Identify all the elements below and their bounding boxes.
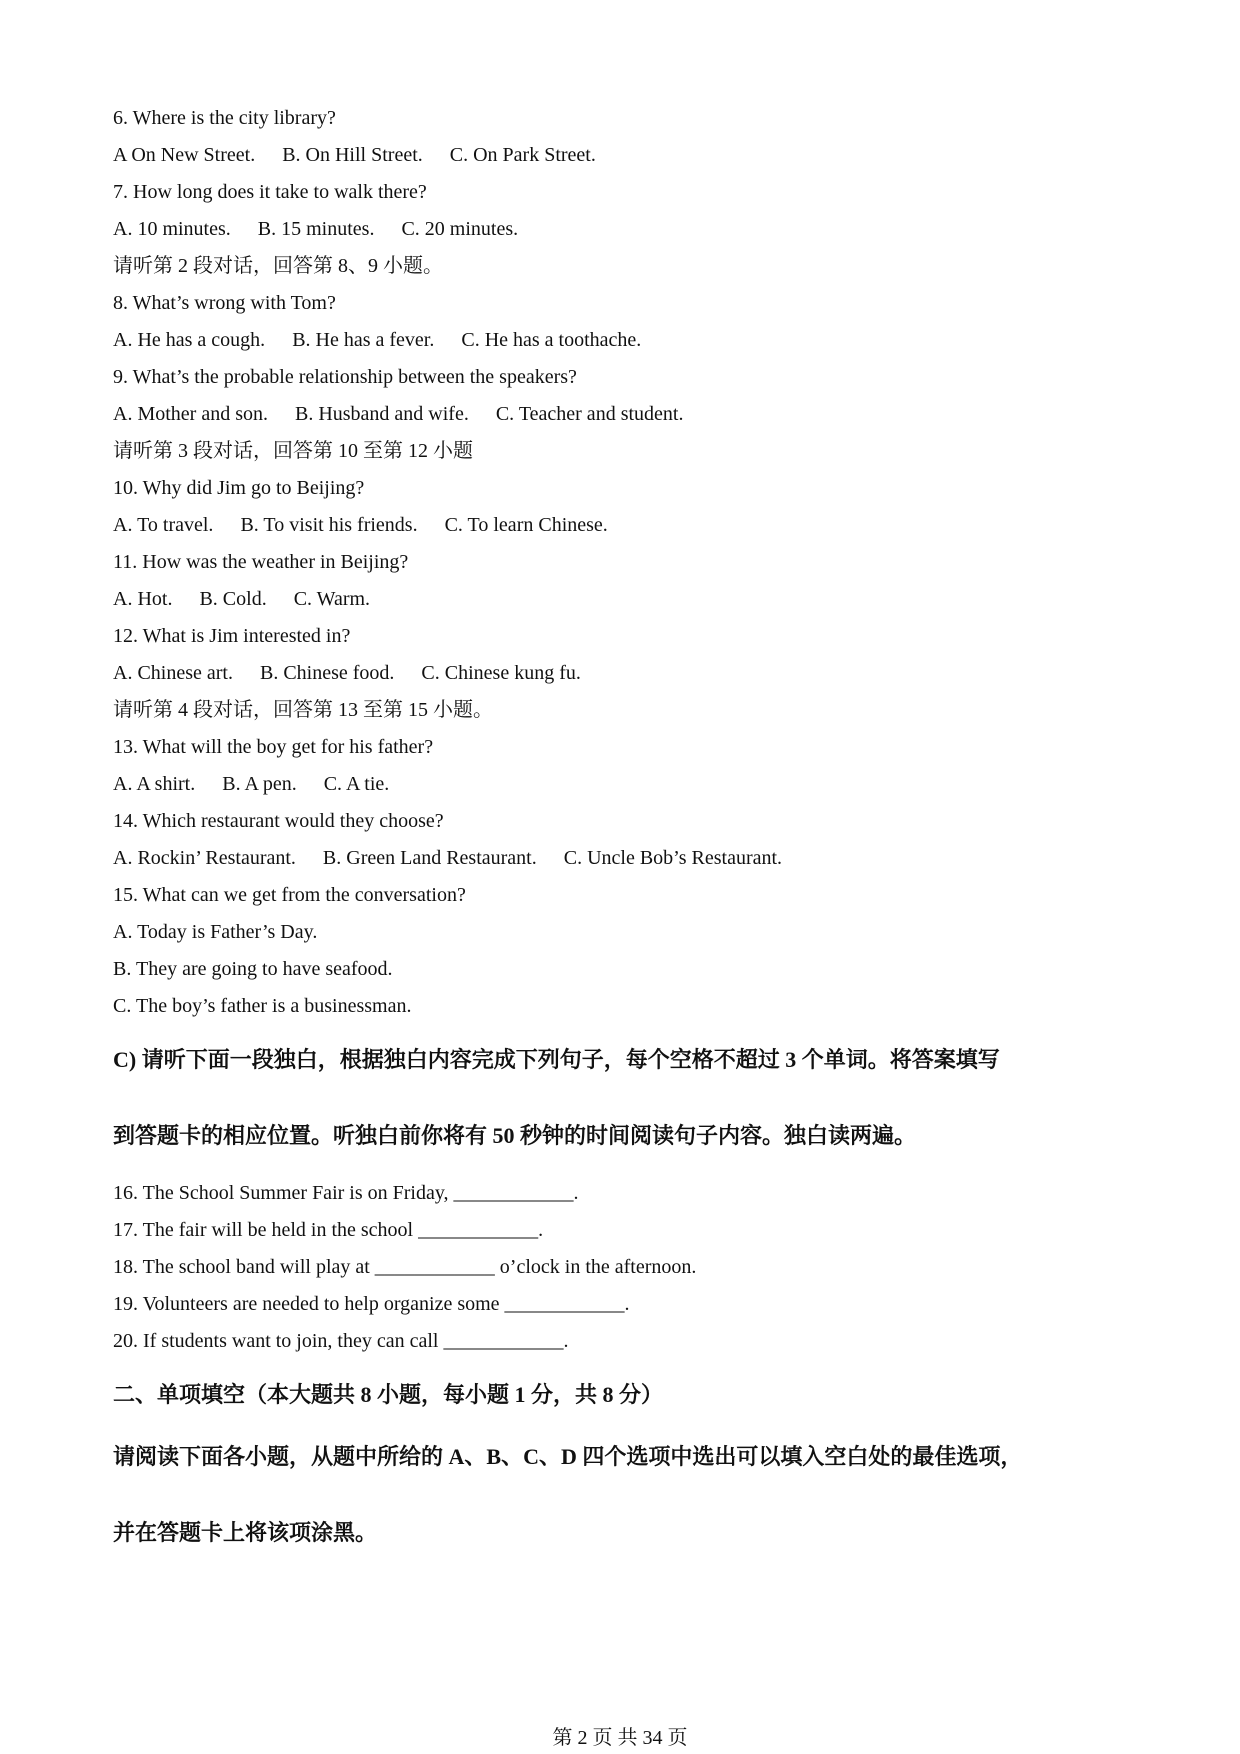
question-9-options: [113, 396, 1143, 433]
option-c: C. To learn Chinese.: [444, 514, 608, 536]
question-13-stem: 13. What will the boy get for his father?: [113, 736, 434, 758]
question-9-stem: 9. What’s the probable relationship between the speakers?: [113, 366, 577, 388]
question-15-option-a: A. Today is Father’s Day.: [113, 921, 318, 943]
question-12-stem: 12. What is Jim interested in?: [113, 625, 351, 647]
option-a: A On New Street.: [113, 144, 256, 166]
option-c: C. 20 minutes.: [401, 218, 519, 240]
option-a: A. Chinese art.: [113, 662, 233, 684]
question-8-options: [113, 322, 1143, 359]
option-c: C. A tie.: [323, 773, 390, 795]
option-b: B. Husband and wife.: [294, 403, 469, 425]
option-a: A. Mother and son.: [113, 403, 268, 425]
question-6-stem: 6. Where is the city library?: [113, 107, 336, 129]
question-10-stem: 10. Why did Jim go to Beijing?: [113, 477, 365, 499]
option-b: B. Cold.: [199, 588, 267, 610]
dialogue-4-instruction: 请听第 4 段对话，回答第 13 至第 15 小题。: [113, 699, 493, 721]
option-c: C. Uncle Bob’s Restaurant.: [563, 847, 783, 869]
option-a: A. A shirt.: [113, 773, 196, 795]
question-16: 16. The School Summer Fair is on Friday, ____________.: [113, 1182, 579, 1204]
option-b: B. Green Land Restaurant.: [322, 847, 537, 869]
page-number: 第 2 页 共 34 页: [552, 1727, 688, 1749]
option-a: A. 10 minutes.: [113, 218, 231, 240]
question-14-stem: 14. Which restaurant would they choose?: [113, 810, 444, 832]
section-c-heading-line2: 到答题卡的相应位置。听独白前你将有 50 秒钟的时间阅读句子内容。独白读两遍。: [113, 1123, 917, 1148]
option-b: B. A pen.: [222, 773, 297, 795]
question-12-options: [113, 655, 1143, 692]
question-15-option-b: B. They are going to have seafood.: [113, 958, 393, 980]
option-c: C. He has a toothache.: [461, 329, 642, 351]
option-b: B. 15 minutes.: [257, 218, 375, 240]
question-19: 19. Volunteers are needed to help organize some ____________.: [113, 1293, 630, 1315]
question-20: 20. If students want to join, they can call ____________.: [113, 1330, 569, 1352]
question-11-stem: 11. How was the weather in Beijing?: [113, 551, 409, 573]
option-c: C. Warm.: [293, 588, 371, 610]
section-2-instruction-line1: 请阅读下面各小题，从题中所给的 A、B、C、D 四个选项中选出可以填入空白处的最佳选项，: [113, 1444, 1023, 1469]
option-c: C. Teacher and student.: [495, 403, 684, 425]
question-17: 17. The fair will be held in the school ____________.: [113, 1219, 544, 1241]
question-7-stem: 7. How long does it take to walk there?: [113, 181, 427, 203]
option-b: B. Chinese food.: [259, 662, 395, 684]
option-a: A. Rockin’ Restaurant.: [113, 847, 296, 869]
question-6-options: [113, 137, 1143, 174]
dialogue-2-instruction: 请听第 2 段对话，回答第 8、9 小题。: [113, 255, 443, 277]
question-7-options: [113, 211, 1143, 248]
option-b: B. To visit his friends.: [240, 514, 418, 536]
section-2-title: 二、单项填空（本大题共 8 小题，每小题 1 分，共 8 分）: [113, 1382, 664, 1407]
question-10-options: [113, 507, 1143, 544]
dialogue-3-instruction: 请听第 3 段对话，回答第 10 至第 12 小题: [113, 440, 473, 462]
question-18: 18. The school band will play at ____________ o’clock in the afternoon.: [113, 1256, 697, 1278]
question-15-stem: 15. What can we get from the conversation?: [113, 884, 466, 906]
section-2-instruction-line2: 并在答题卡上将该项涂黑。: [113, 1520, 378, 1545]
option-a: A. Hot.: [113, 588, 173, 610]
question-13-options: [113, 766, 1143, 803]
question-11-options: [113, 581, 1143, 618]
question-15-option-c: C. The boy’s father is a businessman.: [113, 995, 412, 1017]
question-8-stem: 8. What’s wrong with Tom?: [113, 292, 336, 314]
option-c: C. On Park Street.: [449, 144, 596, 166]
question-14-options: [113, 840, 1143, 877]
option-a: A. He has a cough.: [113, 329, 266, 351]
option-a: A. To travel.: [113, 514, 214, 536]
option-b: B. On Hill Street.: [282, 144, 423, 166]
page-content: [113, 100, 1143, 1548]
section-c-heading-line1: C) 请听下面一段独白，根据独白内容完成下列句子，每个空格不超过 3 个单词。将答案填写: [113, 1047, 1000, 1072]
option-b: B. He has a fever.: [292, 329, 435, 351]
option-c: C. Chinese kung fu.: [421, 662, 581, 684]
